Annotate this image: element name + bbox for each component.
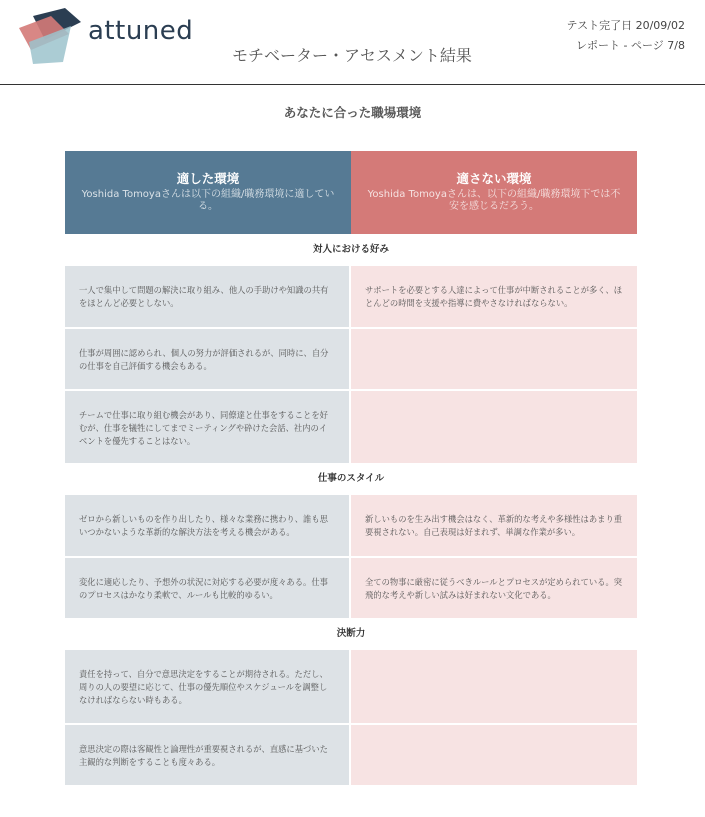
table-row bbox=[65, 327, 637, 389]
suitable-title: 適した環境 bbox=[176, 171, 240, 186]
test-date: テスト完了日 20/09/02 bbox=[566, 19, 685, 32]
unsuitable-column-header bbox=[351, 151, 637, 234]
suitable-subtitle: Yoshida Tomoyaさんは以下の組織/職務環境に適している。 bbox=[81, 189, 335, 212]
table-row bbox=[65, 495, 637, 556]
suitable-cell: ゼロから新しいものを作り出したり、様々な業務に携わり、誰も思いつかないような革新的な解決方法を考える機会がある。 bbox=[65, 495, 351, 556]
table-row bbox=[65, 723, 637, 785]
unsuitable-cell bbox=[351, 327, 637, 389]
unsuitable-subtitle: Yoshida Tomoyaさんは、以下の組織/職務環境下では不安を感じるだろう。 bbox=[367, 189, 621, 212]
report-title: モチベーター・アセスメント結果 bbox=[232, 46, 472, 65]
section-title: あなたに合った職場環境 bbox=[283, 105, 422, 120]
unsuitable-title: 適さない環境 bbox=[456, 171, 532, 186]
category-heading: 仕事のスタイル bbox=[65, 463, 637, 495]
attuned-logo-icon bbox=[19, 8, 89, 64]
unsuitable-cell: 全ての物事に厳密に従うべきルールとプロセスが定められている。突飛的な考えや新しい試みは好まれない文化である。 bbox=[351, 556, 637, 618]
suitable-cell: 一人で集中して問題の解決に取り組み、他人の手助けや知識の共有をほとんど必要としない。 bbox=[65, 266, 351, 327]
suitable-cell: 変化に適応したり、予想外の状況に対応する必要が度々ある。仕事のプロセスはかなり柔軟で、ルールも比較的ゆるい。 bbox=[65, 556, 351, 618]
brand-name: attuned bbox=[88, 16, 194, 46]
table-row bbox=[65, 650, 637, 723]
report-meta bbox=[567, 16, 685, 56]
table-row bbox=[65, 266, 637, 327]
suitable-cell: 意思決定の際は客観性と論理性が重要視されるが、直感に基づいた主観的な判断をすることも度々ある。 bbox=[65, 723, 351, 785]
unsuitable-cell: 新しいものを生み出す機会はなく、革新的な考えや多様性はあまり重要視されない。自己表現は好まれず、単調な作業が多い。 bbox=[351, 495, 637, 556]
table-row bbox=[65, 556, 637, 618]
suitable-cell: チームで仕事に取り組む機会があり、同僚達と仕事をすることを好むが、仕事を犠牲にしてまでミーティングや砕けた会話、社内のイベントを優先することはない。 bbox=[65, 389, 351, 463]
table-header bbox=[65, 151, 637, 234]
category-heading: 対人における好み bbox=[65, 234, 637, 266]
unsuitable-cell bbox=[351, 650, 637, 723]
suitable-column-header bbox=[65, 151, 351, 234]
unsuitable-cell bbox=[351, 389, 637, 463]
unsuitable-cell bbox=[351, 723, 637, 785]
unsuitable-cell: サポートを必要とする人達によって仕事が中断されることが多く、ほとんどの時間を支援や指導に費やさなければならない。 bbox=[351, 266, 637, 327]
table-row bbox=[65, 389, 637, 463]
page-info: レポート - ページ 7/8 bbox=[576, 39, 685, 52]
category-heading: 決断力 bbox=[65, 618, 637, 650]
environment-table bbox=[65, 151, 637, 785]
suitable-cell: 責任を持って、自分で意思決定をすることが期待される。ただし、周りの人の要望に応じて、仕事の優先順位やスケジュールを調整しなければならない時もある。 bbox=[65, 650, 351, 723]
report-header bbox=[0, 0, 705, 85]
suitable-cell: 仕事が周囲に認められ、個人の努力が評価されるが、同時に、自分の仕事を自己評価する機会もある。 bbox=[65, 327, 351, 389]
